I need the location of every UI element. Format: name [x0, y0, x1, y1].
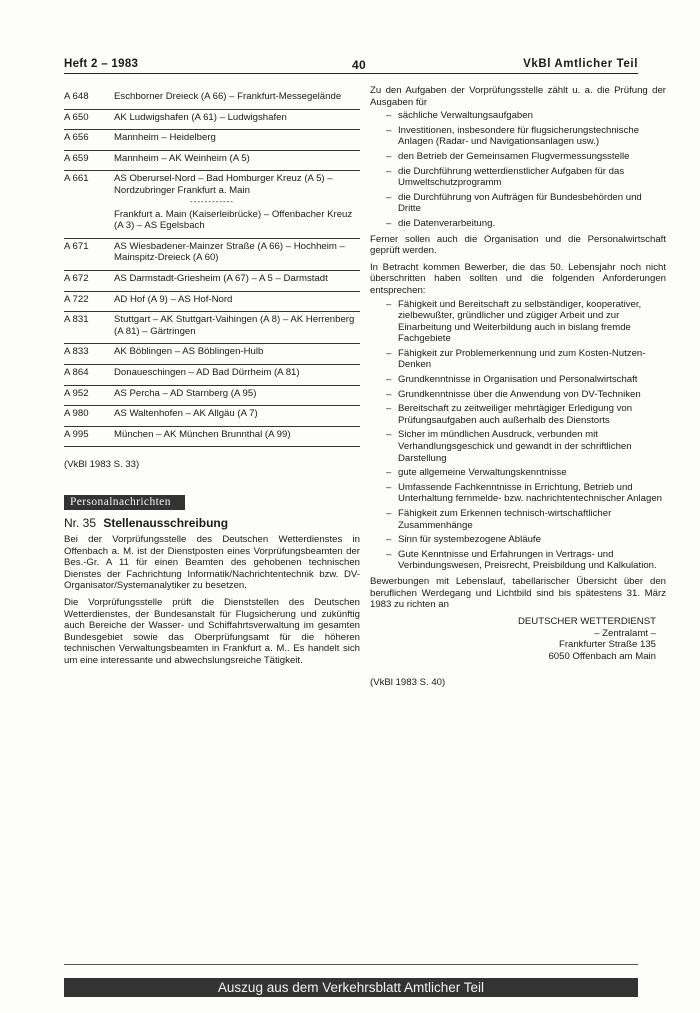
route-description: AS Oberursel-Nord – Bad Homburger Kreuz (A 5) – Nordzubringer Frankfurt a. Main: [114, 173, 333, 196]
header-rule: [64, 73, 638, 74]
route-code: A 672: [64, 270, 114, 291]
task-list: [370, 110, 666, 229]
right-column: [370, 85, 666, 689]
route-code: A 722: [64, 291, 114, 312]
route-description: Stuttgart – AK Stuttgart-Vaihingen (A 8) – AK Herrenberg (A 81) – Gärtringen: [114, 314, 355, 337]
address-block: [370, 616, 666, 663]
notice-paragraph-2: Die Vorprüfungsstelle prüft die Dienststellen des Deutschen Wetterdienstes, der Bundesanstalt für Flugsicherung und zukünftig auch Bereiche der Wasser- und Schiffahrtsverwaltung im gesamten Bundesgebiet sowie das Oberprüfungsamt für die höheren technischen Verwaltungsbeamten in Frankfurt a. M.. Es handelt sich um eine interessante und abwechslungsreiche Tätigkeit.: [64, 597, 360, 666]
requirement-item: – Fähigkeit zum Erkennen technisch-wirtschaftlicher Zusammenhänge: [370, 508, 666, 531]
page-footer: Auszug aus dem Verkehrsblatt Amtlicher Teil: [64, 978, 638, 997]
route-description-cell: [114, 406, 360, 427]
task-item: – die Datenverarbeitung.: [370, 218, 666, 230]
issue-label: Heft 2 – 1983: [64, 58, 139, 70]
address-line: – Zentralamt –: [594, 627, 656, 639]
requirements-list: [370, 299, 666, 572]
route-code: A 656: [64, 130, 114, 151]
left-column: [64, 89, 360, 667]
requirement-item: – Sinn für systembezogene Abläufe: [370, 534, 666, 546]
notice-paragraph-4: Ferner sollen auch die Organisation und die Personalwirtschaft geprüft werden.: [370, 233, 666, 257]
publication-name: VkBl Amtlicher Teil: [523, 58, 638, 70]
route-description: Eschborner Dreieck (A 66) – Frankfurt-Messegelände: [114, 91, 342, 102]
task-item: – die Durchführung von Aufträgen für Bundesbehörden und Dritte: [370, 192, 666, 215]
task-item: – den Betrieb der Gemeinsamen Flugvermessungsstelle: [370, 151, 666, 163]
table-row: [64, 291, 360, 312]
task-item: – Investitionen, insbesondere für flugsicherungstechnische Anlagen (Radar- und Navigationsanlagen usw.): [370, 125, 666, 148]
table-row: [64, 344, 360, 365]
address-line: Frankfurter Straße 135: [558, 639, 656, 651]
route-description-cell: [114, 171, 360, 238]
route-code: A 833: [64, 344, 114, 365]
route-description: AK Böblingen – AS Böblingen-Hulb: [114, 346, 264, 358]
route-description-cell: [114, 344, 360, 365]
route-description-cell: [114, 426, 360, 447]
route-description-cell: [114, 130, 360, 151]
table-row: [64, 270, 360, 291]
table-row: [64, 150, 360, 171]
route-description: Donaueschingen – AD Bad Dürrheim (A 81): [114, 366, 300, 378]
table-row: [64, 312, 360, 344]
route-description: Mannheim – Heidelberg: [114, 132, 216, 144]
route-code: A 980: [64, 406, 114, 427]
route-description: AS Percha – AD Starnberg (A 95): [114, 387, 257, 399]
route-code: A 864: [64, 364, 114, 385]
notice-title: Stellenausschreibung: [103, 516, 229, 531]
page-header: [64, 58, 638, 72]
route-description-cell: [114, 270, 360, 291]
notice-paragraph-1: Bei der Vorprüfungsstelle des Deutschen Wetterdienstes in Offenbach a. M. ist der Dienstposten eines Vorprüfungsbeamten der Bes.-Gr. A 11 für einen Beamten des gehobenen technischen Dienstes der Fachrichtung Informatik/Nachrichtentechnik bzw. DV-Organisator/Systemanalytiker zu besetzen.: [64, 534, 360, 592]
requirement-item: – Gute Kenntnisse und Erfahrungen in Vertrags- und Verbindungswesen, Preisrecht, Preisbildung und Kalkulation.: [370, 549, 666, 572]
table-row: [64, 89, 360, 109]
requirement-item: – Grundkenntnisse in Organisation und Personalwirtschaft: [370, 374, 666, 386]
requirement-item: – gute allgemeine Verwaltungskenntnisse: [370, 467, 666, 479]
requirement-item: – Sicher im mündlichen Ausdruck, verbunden mit Verhandlungsgeschick und gewandt in der schriftlichen Darstellung: [370, 429, 666, 464]
table-row: [64, 426, 360, 447]
route-description-cell: [114, 364, 360, 385]
page-number: 40: [352, 58, 366, 72]
table-row: [64, 406, 360, 427]
route-description: AS Wiesbadener-Mainzer Straße (A 66) – Hochheim – Mainspitz-Dreieck (A 60): [114, 240, 345, 264]
requirement-item: – Bereitschaft zu zeitweiliger mehrtägiger Erledigung von Prüfungsaufgaben auch außerhalb des Dienstorts: [370, 403, 666, 426]
table-row: [64, 238, 360, 270]
route-code: A 661: [64, 171, 114, 238]
route-code: A 650: [64, 109, 114, 130]
route-table: [64, 89, 360, 447]
route-description: München – AK München Brunnthal (A 99): [114, 428, 291, 440]
route-description-2: Frankfurt a. Main (Kaiserleibrücke) – Offenbacher Kreuz (A 3) – AS Egelsbach: [114, 208, 353, 232]
route-description-cell: [114, 312, 360, 344]
notice-paragraph-6: Bewerbungen mit Lebenslauf, tabellarischer Übersicht über den beruflichen Werdegang und Lichtbild sind bis spätestens 31. März 1983 zu richten an: [370, 575, 666, 611]
route-description-cell: [114, 238, 360, 270]
reference-vkbl-33: (VkBl 1983 S. 33): [64, 459, 140, 471]
route-description-cell: [114, 109, 360, 130]
route-description: AS Waltenhofen – AK Allgäu (A 7): [114, 408, 258, 420]
notice-heading: [64, 518, 360, 530]
route-code: A 831: [64, 312, 114, 344]
requirement-item: – Fähigkeit zur Problemerkennung und zum Kosten-Nutzen-Denken: [370, 348, 666, 371]
route-code: A 671: [64, 238, 114, 270]
route-description: AD Hof (A 9) – AS Hof-Nord: [114, 293, 233, 305]
address-line: DEUTSCHER WETTERDIENST: [517, 615, 656, 627]
section-heading: Personalnachrichten: [64, 495, 185, 511]
route-description: AK Ludwigshafen (A 61) – Ludwigshafen: [114, 111, 287, 123]
requirement-item: – Fähigkeit und Bereitschaft zu selbständiger, kooperativer, zielbewußter, gründlicher und zügiger Arbeit und zur Einarbeitung und Weiterbildung auch in bislang fremde Fachgebiete: [370, 299, 666, 345]
route-code: A 659: [64, 150, 114, 171]
table-row: [64, 364, 360, 385]
table-row: [64, 171, 360, 238]
route-code: A 952: [64, 385, 114, 406]
notice-paragraph-5: In Betracht kommen Bewerber, die das 50. Lebensjahr noch nicht überschritten haben sollten und die folgenden Anforderungen entsprechen:: [370, 261, 666, 296]
route-code: A 995: [64, 426, 114, 447]
notice-number: Nr. 35: [64, 516, 97, 531]
route-description-cell: [114, 89, 360, 109]
footer-rule: [64, 964, 638, 965]
route-description-cell: [114, 291, 360, 312]
task-item: – die Durchführung wetterdienstlicher Aufgaben für das Umweltschutzprogramm: [370, 166, 666, 189]
route-description: AS Darmstadt-Griesheim (A 67) – A 5 – Darmstadt: [114, 272, 328, 284]
route-description-cell: [114, 150, 360, 171]
table-row: [64, 385, 360, 406]
route-description-cell: [114, 385, 360, 406]
reference-vkbl-40: (VkBl 1983 S. 40): [370, 676, 446, 688]
requirement-item: – Grundkenntnisse über die Anwendung von DV-Techniken: [370, 389, 666, 401]
table-row: [64, 109, 360, 130]
table-row: [64, 130, 360, 151]
task-item: – sächliche Verwaltungsaufgaben: [370, 110, 666, 122]
requirement-item: – Umfassende Fachkenntnisse in Errichtung, Betrieb und Unterhaltung fernmelde- bzw. nachrichtentechnischer Anlagen: [370, 482, 666, 505]
route-description: Mannheim – AK Weinheim (A 5): [114, 152, 250, 164]
address-line: 6050 Offenbach am Main: [548, 651, 656, 663]
route-separator: ------------: [190, 196, 234, 206]
route-code: A 648: [64, 89, 114, 109]
notice-paragraph-3: Zu den Aufgaben der Vorprüfungsstelle zählt u. a. die Prüfung der Ausgaben für: [370, 85, 666, 108]
